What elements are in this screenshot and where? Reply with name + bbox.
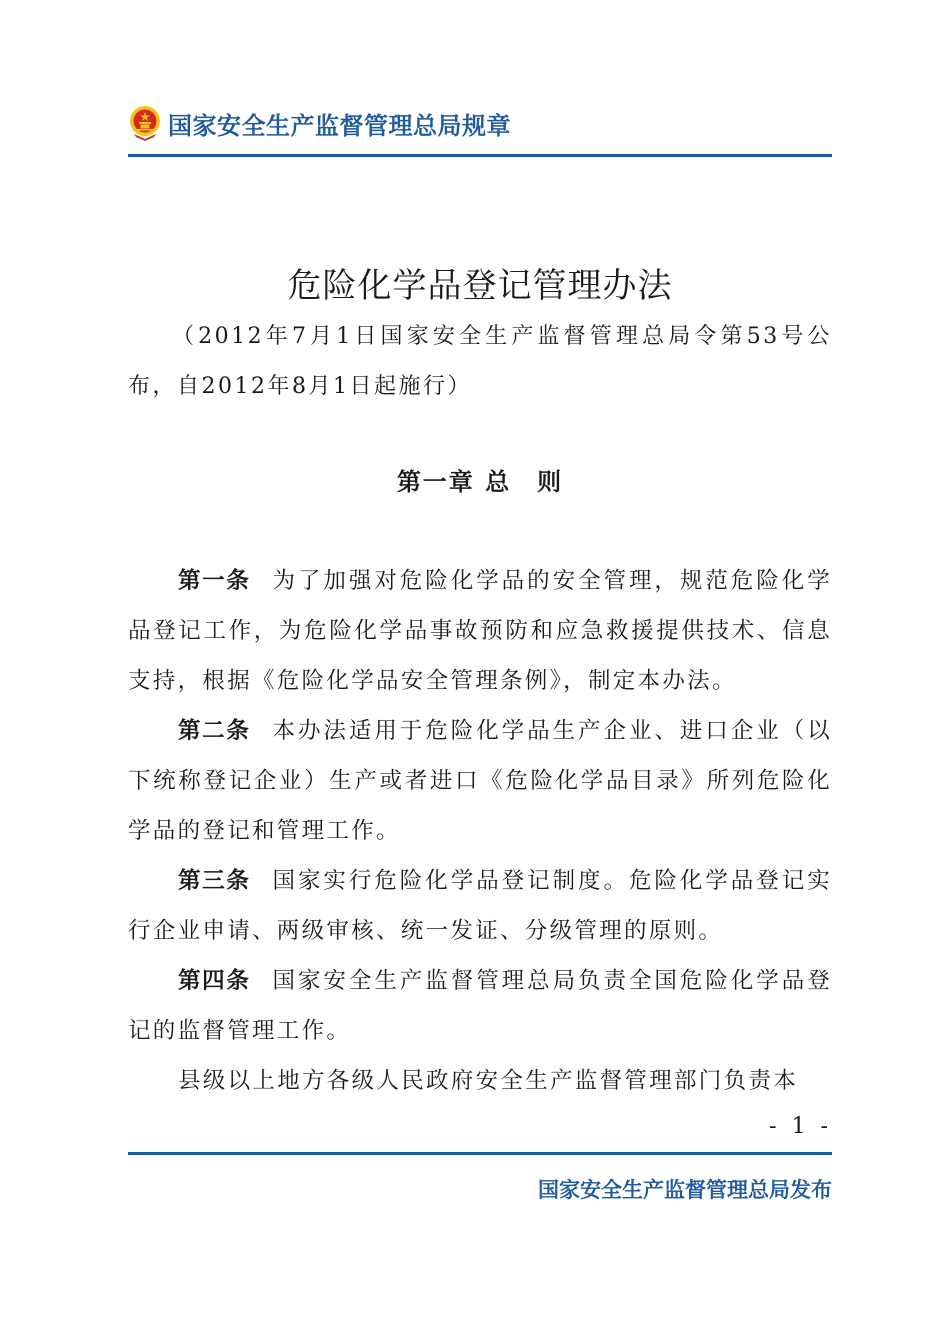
- article-label: 第二条: [178, 718, 251, 744]
- page-header: [128, 98, 832, 148]
- header-divider: [128, 154, 832, 157]
- document-body: [128, 556, 832, 1106]
- article-text: 国家安全生产监督管理总局负责全国危险化学品登记的监督管理工作。: [128, 968, 832, 1044]
- continuation-paragraph: 县级以上地方各级人民政府安全生产监督管理部门负责本: [178, 1068, 799, 1094]
- article-paragraph: [128, 556, 832, 706]
- article-label: 第一条: [178, 568, 251, 594]
- article-paragraph: [128, 956, 832, 1056]
- article-label: 第三条: [178, 868, 251, 894]
- national-emblem-icon: [128, 104, 162, 142]
- article-text: 为了加强对危险化学品的安全管理，规范危险化学品登记工作，为危险化学品事故预防和应急救援提供技术、信息支持，根据《危险化学品安全管理条例》，制定本办法。: [128, 568, 832, 694]
- header-title: 国家安全生产监督管理总局规章: [168, 111, 511, 140]
- document-title: 危险化学品登记管理办法: [287, 266, 673, 306]
- article-text: 国家实行危险化学品登记制度。危险化学品登记实行企业申请、两级审核、统一发证、分级管理的原则。: [128, 868, 832, 944]
- footer-publisher: 国家安全生产监督管理总局发布: [538, 1178, 832, 1202]
- article-label: 第四条: [178, 968, 251, 994]
- chapter-heading: 第一章 总 则: [396, 468, 564, 496]
- document-subtitle: （2012年7月1日国家安全生产监督管理总局令第53号公布，自2012年8月1日起施行）: [128, 324, 832, 399]
- article-text: 本办法适用于危险化学品生产企业、进口企业（以下统称登记企业）生产或者进口《危险化学品目录》所列危险化学品的登记和管理工作。: [128, 718, 832, 844]
- footer-divider: [128, 1152, 832, 1155]
- article-paragraph: [128, 856, 832, 956]
- article-paragraph: [128, 706, 832, 856]
- page-number: - 1 -: [769, 1114, 832, 1139]
